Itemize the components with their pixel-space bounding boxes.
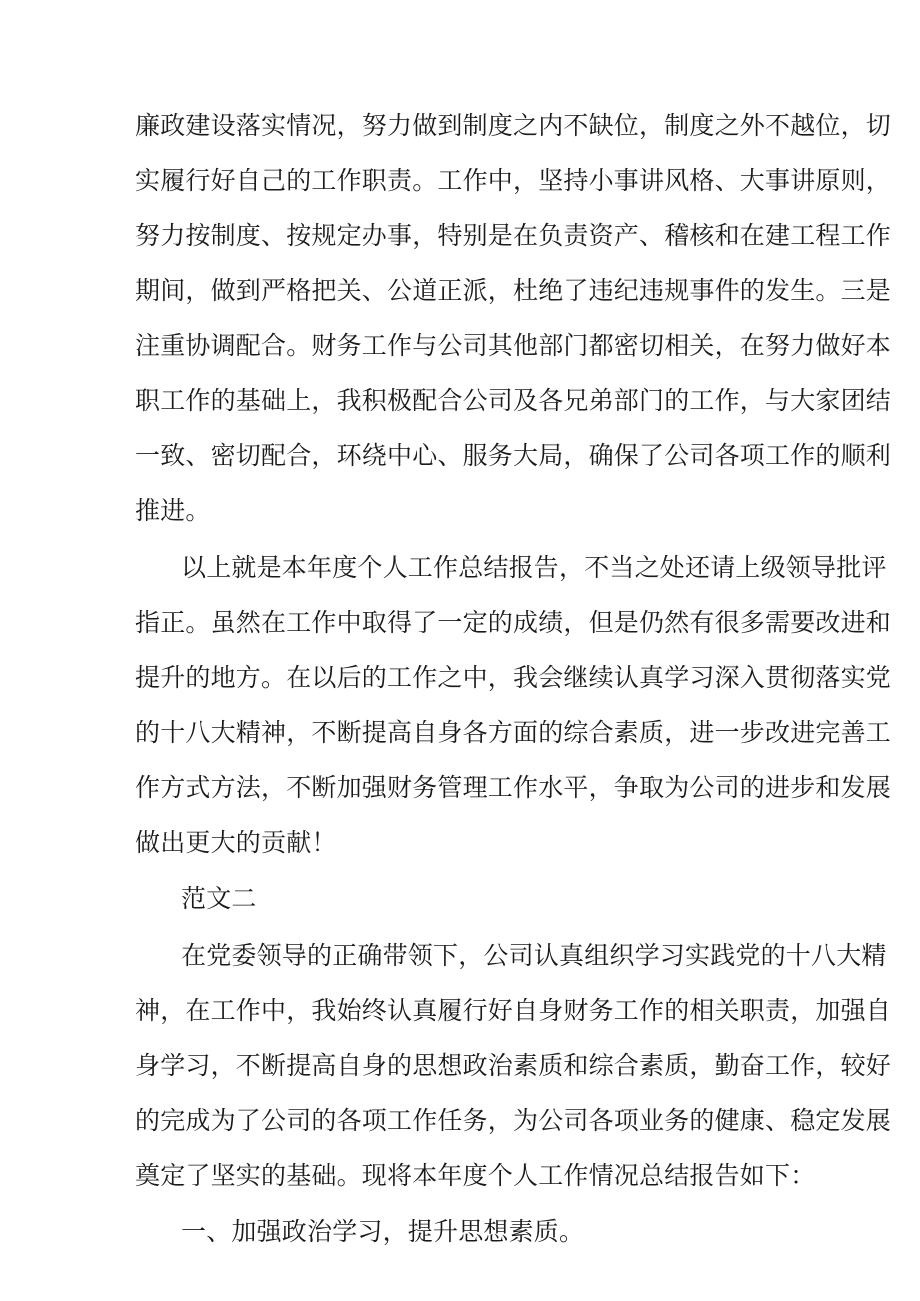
text-line: 一致、密切配合，环绕中心、服务大局，确保了公司各项工作的顺利 (135, 441, 892, 470)
text-line: 身学习，不断提高自身的思想政治素质和综合素质，勤奋工作，较好 (135, 1051, 892, 1080)
subsection-heading: 一、加强政治学习，提升思想素质。 (181, 1217, 585, 1246)
text-line: 注重协调配合。财务工作与公司其他部门都密切相关，在努力做好本 (135, 331, 892, 360)
paragraph-first-line: 在党委领导的正确带领下，公司认真组织学习实践党的十八大精 (181, 941, 887, 970)
text-line: 努力按制度、按规定办事，特别是在负责资产、稽核和在建工程工作 (135, 221, 892, 250)
text-line: 实履行好自己的工作职责。工作中，坚持小事讲风格、大事讲原则， (135, 166, 892, 195)
text-line: 指正。虽然在工作中取得了一定的成绩，但是仍然有很多需要改进和 (135, 608, 892, 637)
text-line: 的完成为了公司的各项工作任务，为公司各项业务的健康、稳定发展 (135, 1106, 892, 1135)
text-line: 奠定了坚实的基础。现将本年度个人工作情况总结报告如下： (135, 1161, 816, 1190)
text-line: 做出更大的贡献！ (135, 828, 337, 857)
text-line: 职工作的基础上，我积极配合公司及各兄弟部门的工作，与大家团结 (135, 386, 892, 415)
text-line: 的十八大精神，不断提高自身各方面的综合素质，进一步改进完善工 (135, 718, 892, 747)
paragraph-first-line: 以上就是本年度个人工作总结报告，不当之处还请上级领导批评 (181, 553, 887, 582)
text-line: 廉政建设落实情况，努力做到制度之内不缺位，制度之外不越位，切 (135, 111, 892, 140)
text-line: 推进。 (135, 496, 211, 525)
text-line: 作方式方法，不断加强财务管理工作水平，争取为公司的进步和发展 (135, 773, 892, 802)
text-line: 提升的地方。在以后的工作之中，我会继续认真学习深入贯彻落实党 (135, 663, 892, 692)
section-heading: 范文二 (181, 884, 257, 913)
text-line: 神，在工作中，我始终认真履行好自身财务工作的相关职责，加强自 (135, 996, 892, 1025)
text-line: 期间，做到严格把关、公道正派，杜绝了违纪违规事件的发生。三是 (135, 276, 892, 305)
